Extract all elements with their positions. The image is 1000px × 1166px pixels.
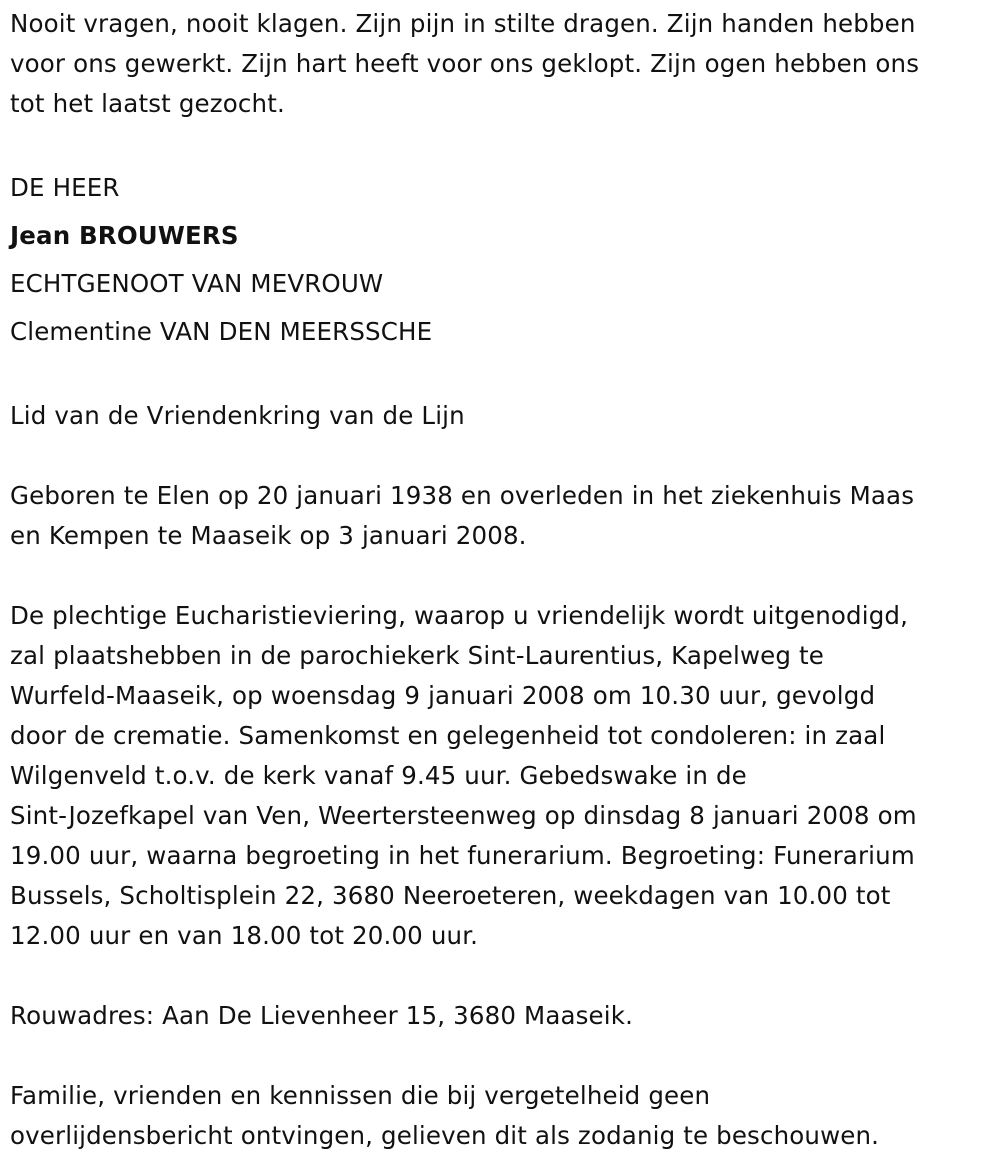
ceremony-paragraph	[10, 596, 990, 956]
relation-line: ECHTGENOOT VAN MEVROUW	[10, 269, 384, 298]
ceremony-line: zal plaatshebben in de parochiekerk Sint-Laurentius, Kapelweg te	[10, 641, 825, 670]
ceremony-line: 19.00 uur, waarna begroeting in het funerarium. Begroeting: Funerarium	[10, 841, 915, 870]
ceremony-line: door de crematie. Samenkomst en gelegenheid tot condoleren: in zaal	[10, 721, 886, 750]
paragraph-gap	[10, 436, 990, 476]
verse-line: voor ons gewerkt. Zijn hart heeft voor ons geklopt. Zijn ogen hebben ons	[10, 49, 920, 78]
verse-paragraph	[10, 0, 990, 124]
birth-death-line: en Kempen te Maaseik op 3 januari 2008.	[10, 521, 527, 550]
verse-line: Nooit vragen, nooit klagen. Zijn pijn in stilte dragen. Zijn handen hebben	[10, 9, 916, 38]
deceased-heading	[10, 164, 990, 356]
title-prefix: DE HEER	[10, 173, 120, 202]
paragraph-gap	[10, 956, 990, 996]
deceased-name: Jean BROUWERS	[10, 221, 239, 250]
closing-paragraph	[10, 1076, 990, 1156]
ceremony-line: Bussels, Scholtisplein 22, 3680 Neeroeteren, weekdagen van 10.00 tot	[10, 881, 891, 910]
spouse-name: Clementine VAN DEN MEERSSCHE	[10, 317, 433, 346]
verse-line: tot het laatst gezocht.	[10, 89, 285, 118]
ceremony-line: Wurfeld-Maaseik, op woensdag 9 januari 2008 om 10.30 uur, gevolgd	[10, 681, 876, 710]
address-line: Rouwadres: Aan De Lievenheer 15, 3680 Maaseik.	[10, 1001, 634, 1030]
ceremony-line: Sint-Jozefkapel van Ven, Weertersteenweg op dinsdag 8 januari 2008 om	[10, 801, 917, 830]
birth-death-line: Geboren te Elen op 20 januari 1938 en overleden in het ziekenhuis Maas	[10, 481, 915, 510]
birth-death-paragraph	[10, 476, 990, 556]
ceremony-line: Wilgenveld t.o.v. de kerk vanaf 9.45 uur. Gebedswake in de	[10, 761, 747, 790]
paragraph-gap	[10, 356, 990, 396]
paragraph-gap	[10, 124, 990, 164]
closing-line: Familie, vrienden en kennissen die bij vergetelheid geen	[10, 1081, 711, 1110]
closing-line: overlijdensbericht ontvingen, gelieven dit als zodanig te beschouwen.	[10, 1121, 880, 1150]
paragraph-gap	[10, 1036, 990, 1076]
membership-line: Lid van de Vriendenkring van de Lijn	[10, 401, 465, 430]
paragraph-gap	[10, 556, 990, 596]
ceremony-line: De plechtige Eucharistieviering, waarop u vriendelijk wordt uitgenodigd,	[10, 601, 909, 630]
ceremony-line: 12.00 uur en van 18.00 tot 20.00 uur.	[10, 921, 479, 950]
